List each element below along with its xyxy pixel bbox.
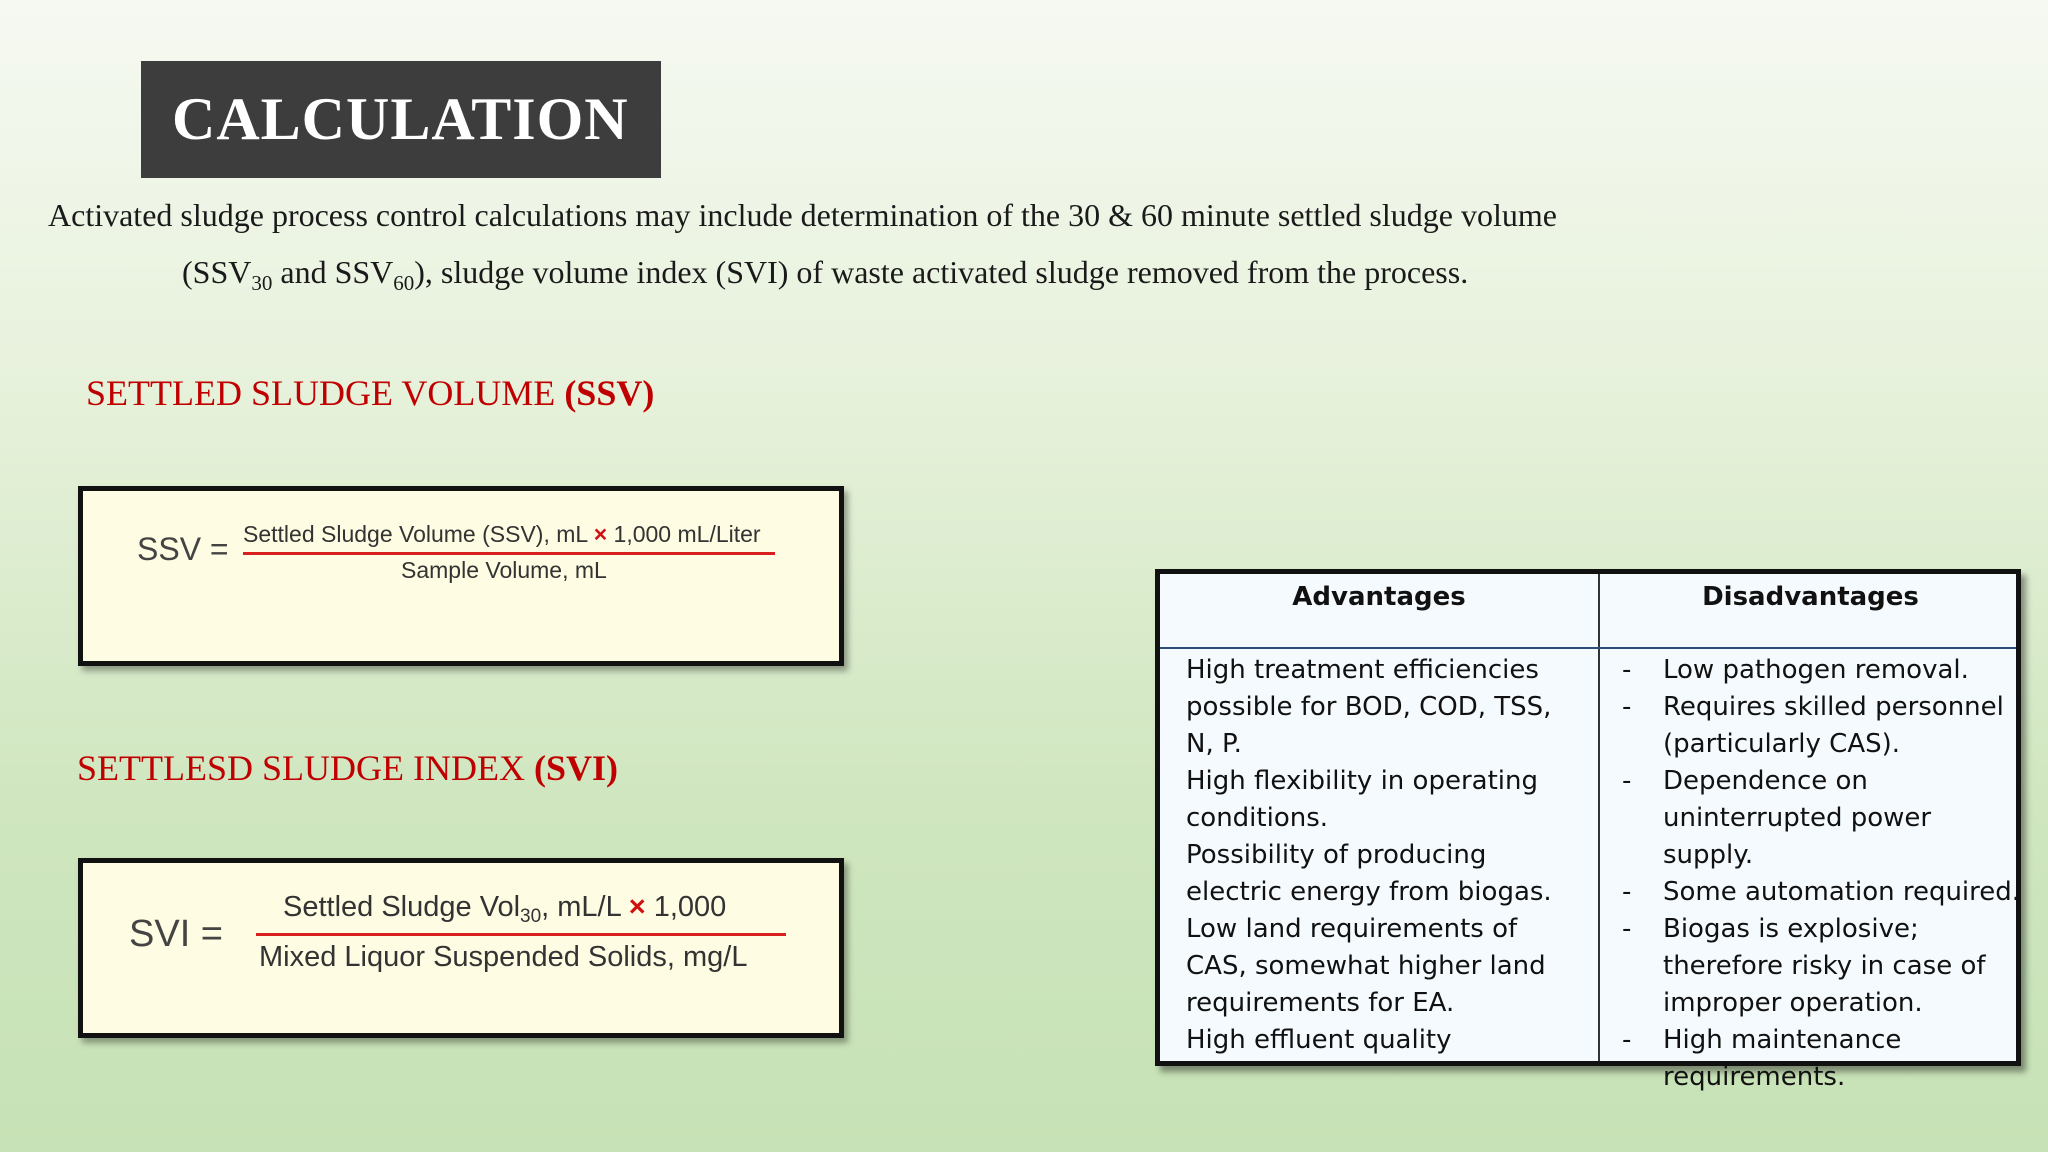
svi-formula-denominator: Mixed Liquor Suspended Solids, mg/L [259,941,748,973]
multiply-sign: × [628,891,646,923]
advantages-disadvantages-table [1155,569,2021,1092]
svi-formula-box [78,858,844,1038]
svi-formula-numerator: Settled Sludge Vol$_{30}$, mL/L × 1,000 [283,891,727,927]
list-item: Possibility of producing electric energy from biogas. [1186,840,1552,907]
dash-bullet: - [1622,655,1632,685]
dash-bullet: - [1622,914,1632,944]
svi-formula-lhs: SVI = [129,913,223,955]
header-rule [1160,647,2016,649]
svi-heading: SETTLESD SLUDGE INDEX (SVI) [77,748,618,788]
dash-bullet: - [1622,692,1632,722]
advantages-header: Advantages [1292,582,1466,612]
list-item: - Some automation required. [1616,874,2026,911]
list-item: High flexibility in operating conditions. [1186,766,1538,833]
disadvantages-header: Disadvantages [1702,582,1919,612]
slide-title [141,61,661,178]
list-item: - Low pathogen removal. [1616,652,2026,689]
list-item: Low land requirements of CAS, somewhat higher land requirements for EA. [1186,914,1546,1018]
intro-line-2: ($SSV_{30}$ and $SSV_{60}$), sludge volume index (SVI) of waste activated sludge removed from the process. [182,254,1469,295]
list-item: High effluent quality [1186,1025,1452,1055]
dash-bullet: - [1622,1025,1632,1055]
list-item: High treatment efficiencies possible for BOD, COD, TSS, N, P. [1186,655,1552,759]
ssv-fraction-bar [243,552,775,555]
ssv-formula-lhs: SSV = [137,531,229,567]
ssv-formula-denominator: Sample Volume, mL [401,557,607,583]
list-item: - Dependence on uninterrupted power supply. [1616,763,2026,874]
ssv-formula-numerator: Settled Sludge Volume (SSV), mL × 1,000 mL/Liter [243,521,761,547]
list-item: - Requires skilled personnel (particularly CAS). [1616,689,2026,763]
dash-bullet: - [1622,766,1632,796]
ssv-heading: SETTLED SLUDGE VOLUME (SSV) [86,373,655,413]
svi-fraction-bar [256,933,786,936]
dash-bullet: - [1622,877,1632,907]
list-item: - Biogas is explosive; therefore risky in case of improper operation. [1616,911,2026,1022]
intro-line-1: Activated sludge process control calculations may include determination of the 30 & 60 minute settled sludge volume [48,197,1557,233]
multiply-sign: × [593,521,608,547]
disadvantages-list [1616,652,2026,1096]
list-item: - High maintenance requirements. [1616,1022,2026,1096]
advantages-list [1186,652,1586,1059]
slide-title-text: CALCULATION [172,86,629,152]
ssv-formula-box [78,486,844,666]
